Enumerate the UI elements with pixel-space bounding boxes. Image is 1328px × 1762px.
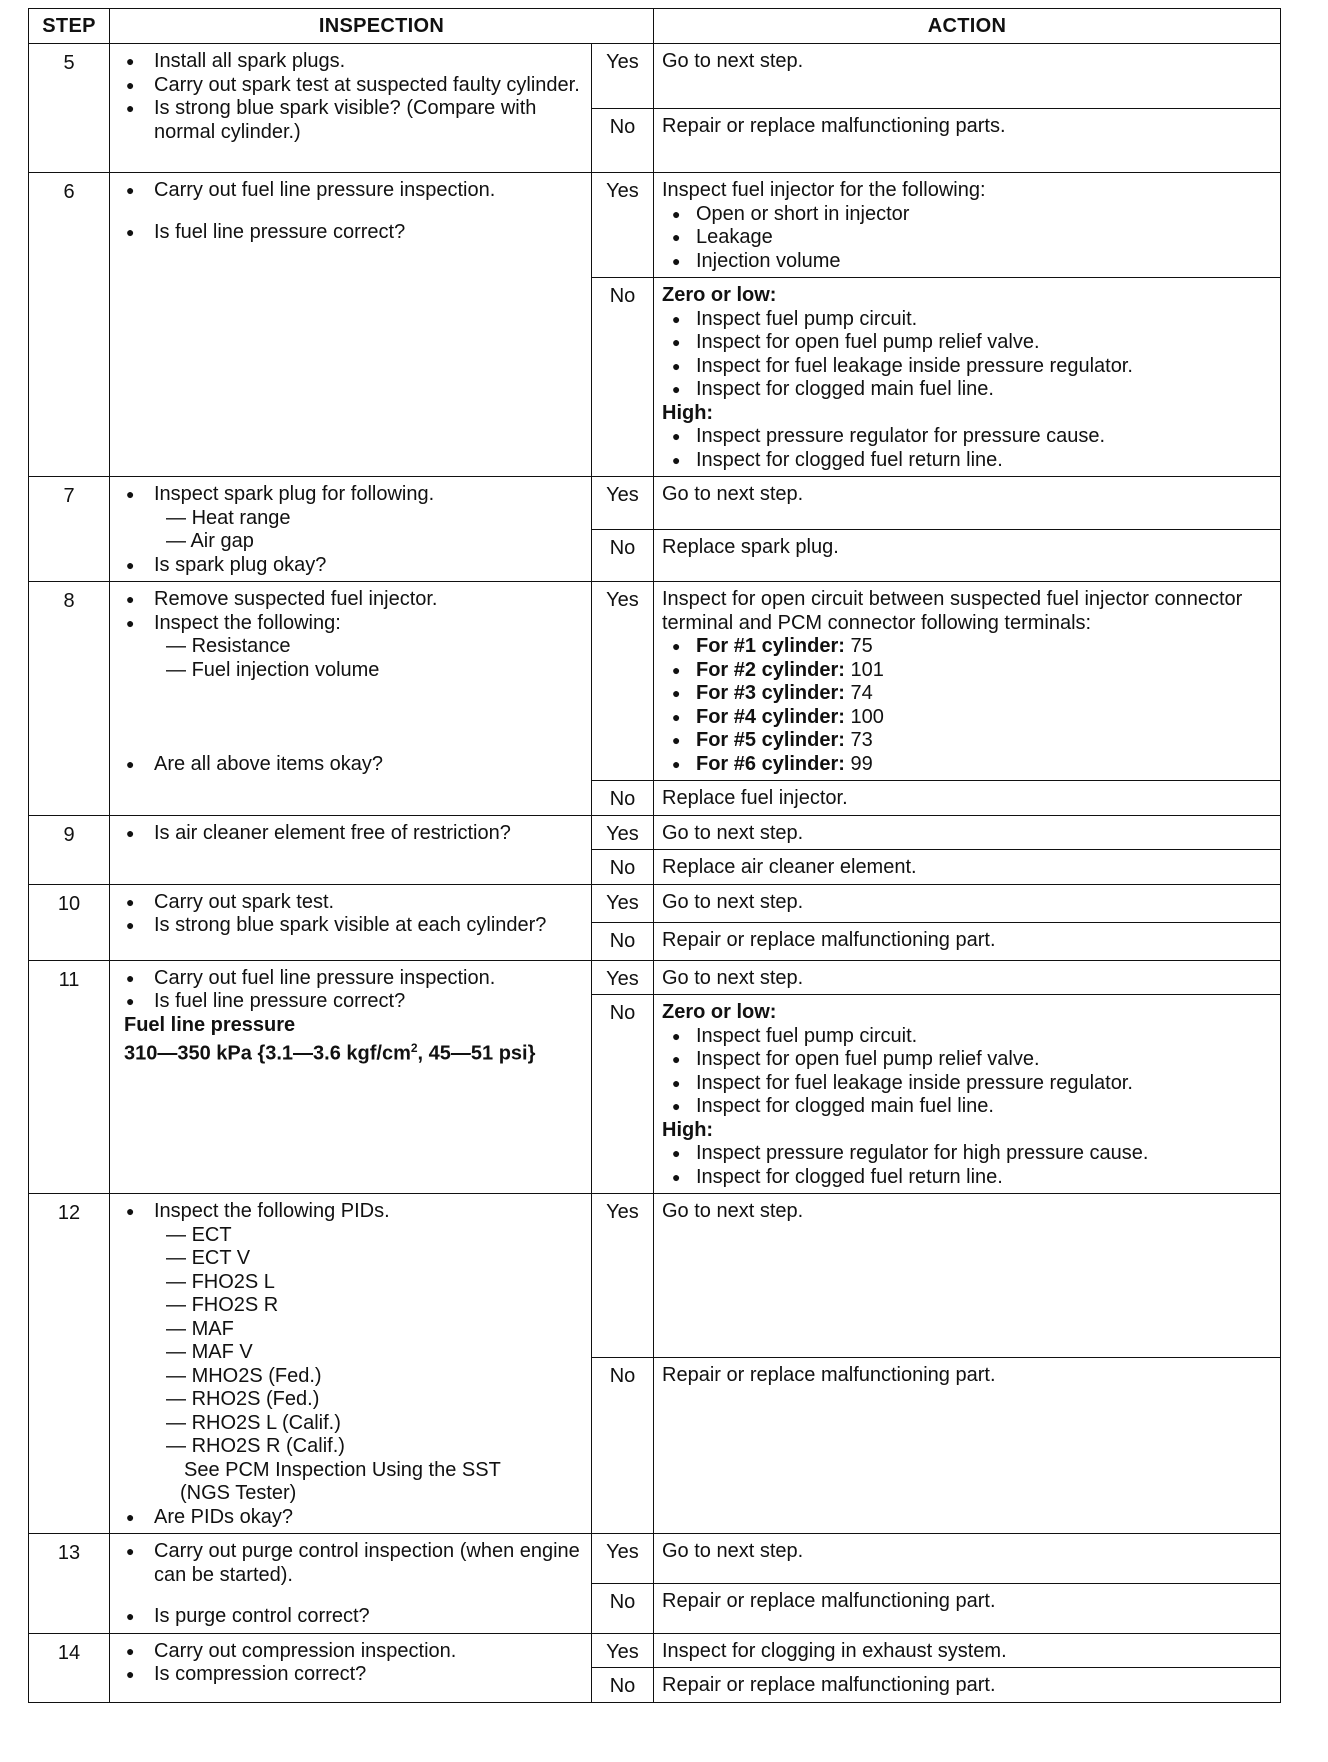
pid-item: — MHO2S (Fed.) bbox=[166, 1364, 322, 1387]
no-label: No bbox=[592, 922, 654, 960]
header-row bbox=[29, 9, 1281, 44]
inspection-subitem: — Fuel injection volume bbox=[166, 658, 380, 681]
inspection-cell bbox=[110, 1633, 592, 1702]
step-number: 6 bbox=[29, 173, 110, 477]
inspection-item: ● Is spark plug okay? bbox=[124, 554, 581, 578]
yes-label: Yes bbox=[592, 1194, 654, 1358]
step-number: 12 bbox=[29, 1194, 110, 1534]
inspection-item: ● Carry out purge control inspection (when engine can be started). bbox=[124, 1540, 581, 1587]
pid-item: — ECT V bbox=[166, 1247, 251, 1269]
pid-item: — FHO2S L bbox=[166, 1270, 275, 1293]
action-intro: Inspect for open circuit between suspected fuel injector connector terminal and PCM connector following terminals: bbox=[662, 588, 1243, 634]
zero-or-low-label: Zero or low: bbox=[662, 1001, 777, 1023]
yes-label: Yes bbox=[592, 884, 654, 922]
action-yes bbox=[654, 582, 1281, 781]
step-number: 7 bbox=[29, 477, 110, 582]
no-label: No bbox=[592, 1358, 654, 1534]
high-label: High: bbox=[662, 401, 714, 424]
terminal-item: ● For #6 cylinder: 99 bbox=[662, 753, 1272, 777]
pid-item: — MAF V bbox=[166, 1341, 253, 1363]
action-yes: Go to next step. bbox=[654, 477, 1281, 530]
step-number: 10 bbox=[29, 884, 110, 960]
no-label: No bbox=[592, 529, 654, 582]
pid-item: — RHO2S R (Calif.) bbox=[166, 1435, 345, 1457]
pid-item: — FHO2S R bbox=[166, 1294, 279, 1316]
table-row bbox=[29, 815, 1281, 850]
inspection-subitem: — Air gap bbox=[166, 530, 254, 552]
high-label: High: bbox=[662, 1118, 714, 1141]
action-no: Repair or replace malfunctioning part. bbox=[654, 1583, 1281, 1633]
terminal-item: ● For #5 cylinder: 73 bbox=[662, 729, 1272, 753]
inspection-cell bbox=[110, 582, 592, 816]
inspection-item: ● Remove suspected fuel injector. bbox=[124, 588, 581, 612]
action-item: ● Inspect for fuel leakage inside pressure regulator. bbox=[662, 1072, 1272, 1096]
action-yes: Go to next step. bbox=[654, 960, 1281, 995]
action-no bbox=[654, 278, 1281, 477]
action-no: Repair or replace malfunctioning part. bbox=[654, 1668, 1281, 1703]
inspection-subitem: — Resistance bbox=[166, 635, 291, 657]
header-action: ACTION bbox=[654, 9, 1281, 44]
action-yes: Go to next step. bbox=[654, 1534, 1281, 1584]
terminal-item: ● For #2 cylinder: 101 bbox=[662, 659, 1272, 683]
inspection-cell bbox=[110, 884, 592, 960]
step-number: 8 bbox=[29, 582, 110, 816]
inspection-cell bbox=[110, 173, 592, 477]
terminal-item: ● For #4 cylinder: 100 bbox=[662, 706, 1272, 730]
action-no: Repair or replace malfunctioning part. bbox=[654, 922, 1281, 960]
inspection-cell bbox=[110, 44, 592, 173]
action-intro: Inspect fuel injector for the following: bbox=[662, 179, 986, 201]
action-item: ● Inspect for clogged fuel return line. bbox=[662, 1166, 1272, 1190]
header-step: STEP bbox=[29, 9, 110, 44]
step-number: 9 bbox=[29, 815, 110, 884]
inspection-item: ● Is strong blue spark visible? (Compare with normal cylinder.) bbox=[124, 97, 581, 144]
action-no: Replace air cleaner element. bbox=[654, 850, 1281, 885]
pid-item: — ECT bbox=[166, 1223, 232, 1246]
troubleshooting-table bbox=[28, 8, 1281, 1703]
inspection-item: ● Carry out fuel line pressure inspection. bbox=[124, 179, 581, 203]
inspection-item: ● Is air cleaner element free of restriction? bbox=[124, 822, 581, 846]
terminal-item: ● For #3 cylinder: 74 bbox=[662, 682, 1272, 706]
table-row bbox=[29, 44, 1281, 109]
action-no: Repair or replace malfunctioning part. bbox=[654, 1358, 1281, 1534]
zero-or-low-label: Zero or low: bbox=[662, 284, 777, 306]
inspection-item: ● Carry out spark test. bbox=[124, 891, 581, 915]
inspection-item: ● Carry out fuel line pressure inspection. bbox=[124, 967, 581, 991]
no-label: No bbox=[592, 1668, 654, 1703]
action-item: ● Inspect pressure regulator for pressure cause. bbox=[662, 425, 1272, 449]
action-no: Repair or replace malfunctioning parts. bbox=[654, 109, 1281, 173]
inspection-cell bbox=[110, 815, 592, 884]
action-item: ● Open or short in injector bbox=[662, 203, 1272, 227]
inspection-item: ● Inspect the following PIDs. bbox=[124, 1200, 581, 1224]
table-row bbox=[29, 1633, 1281, 1668]
yes-label: Yes bbox=[592, 1633, 654, 1668]
inspection-item: ● Are PIDs okay? bbox=[124, 1506, 581, 1530]
terminal-item: ● For #1 cylinder: 75 bbox=[662, 635, 1272, 659]
inspection-item: ● Carry out spark test at suspected faulty cylinder. bbox=[124, 74, 581, 98]
action-item: ● Inspect for open fuel pump relief valve. bbox=[662, 331, 1272, 355]
pid-item: — MAF bbox=[166, 1317, 234, 1340]
yes-label: Yes bbox=[592, 582, 654, 781]
no-label: No bbox=[592, 1583, 654, 1633]
inspection-item: ● Are all above items okay? bbox=[124, 753, 581, 777]
inspection-item: ● Is compression correct? bbox=[124, 1663, 581, 1687]
see-reference: See PCM Inspection Using the SST bbox=[184, 1458, 501, 1481]
step-number: 13 bbox=[29, 1534, 110, 1634]
action-yes: Go to next step. bbox=[654, 884, 1281, 922]
table-row bbox=[29, 884, 1281, 922]
action-yes: Go to next step. bbox=[654, 1194, 1281, 1358]
action-item: ● Leakage bbox=[662, 226, 1272, 250]
inspection-item: ● Is fuel line pressure correct? bbox=[124, 990, 581, 1014]
no-label: No bbox=[592, 109, 654, 173]
action-item: ● Inspect fuel pump circuit. bbox=[662, 1025, 1272, 1049]
step-number: 5 bbox=[29, 44, 110, 173]
pid-item: — RHO2S (Fed.) bbox=[166, 1388, 320, 1410]
table-row bbox=[29, 477, 1281, 530]
action-item: ● Inspect for clogged main fuel line. bbox=[662, 378, 1272, 402]
yes-label: Yes bbox=[592, 173, 654, 278]
header-inspection: INSPECTION bbox=[110, 9, 654, 44]
inspection-item: ● Inspect the following: bbox=[124, 612, 581, 636]
step-number: 14 bbox=[29, 1633, 110, 1702]
table-row bbox=[29, 582, 1281, 781]
inspection-item: ● Inspect spark plug for following. bbox=[124, 483, 581, 507]
inspection-cell bbox=[110, 960, 592, 1194]
see-reference-tool: (NGS Tester) bbox=[180, 1482, 297, 1504]
no-label: No bbox=[592, 995, 654, 1194]
inspection-cell bbox=[110, 1534, 592, 1634]
inspection-item: ● Is fuel line pressure correct? bbox=[124, 221, 581, 245]
spec-value: 310—350 kPa {3.1—3.6 kgf/$cm^2$, 45—51 psi} bbox=[124, 1041, 536, 1065]
inspection-item: ● Install all spark plugs. bbox=[124, 50, 581, 74]
inspection-item: ● Is strong blue spark visible at each cylinder? bbox=[124, 914, 581, 938]
inspection-cell bbox=[110, 1194, 592, 1534]
troubleshooting-table-container bbox=[28, 8, 1280, 1703]
no-label: No bbox=[592, 781, 654, 816]
yes-label: Yes bbox=[592, 960, 654, 995]
action-item: ● Inspect for clogged main fuel line. bbox=[662, 1095, 1272, 1119]
yes-label: Yes bbox=[592, 44, 654, 109]
table-row bbox=[29, 1534, 1281, 1584]
yes-label: Yes bbox=[592, 1534, 654, 1584]
pid-item: — RHO2S L (Calif.) bbox=[166, 1411, 341, 1434]
action-item: ● Inspect fuel pump circuit. bbox=[662, 308, 1272, 332]
action-item: ● Injection volume bbox=[662, 250, 1272, 274]
spec-title: Fuel line pressure bbox=[124, 1013, 296, 1036]
action-yes: Go to next step. bbox=[654, 815, 1281, 850]
inspection-cell bbox=[110, 477, 592, 582]
action-yes bbox=[654, 173, 1281, 278]
action-no: Replace spark plug. bbox=[654, 529, 1281, 582]
yes-label: Yes bbox=[592, 815, 654, 850]
table-row bbox=[29, 173, 1281, 278]
table-row bbox=[29, 1194, 1281, 1358]
inspection-subitem: — Heat range bbox=[166, 506, 291, 529]
inspection-item: ● Is purge control correct? bbox=[124, 1605, 581, 1629]
table-row bbox=[29, 960, 1281, 995]
action-item: ● Inspect pressure regulator for high pressure cause. bbox=[662, 1142, 1272, 1166]
inspection-item: ● Carry out compression inspection. bbox=[124, 1640, 581, 1664]
action-yes: Go to next step. bbox=[654, 44, 1281, 109]
action-no: Replace fuel injector. bbox=[654, 781, 1281, 816]
action-item: ● Inspect for clogged fuel return line. bbox=[662, 449, 1272, 473]
yes-label: Yes bbox=[592, 477, 654, 530]
action-yes: Inspect for clogging in exhaust system. bbox=[654, 1633, 1281, 1668]
action-item: ● Inspect for fuel leakage inside pressure regulator. bbox=[662, 355, 1272, 379]
no-label: No bbox=[592, 850, 654, 885]
no-label: No bbox=[592, 278, 654, 477]
step-number: 11 bbox=[29, 960, 110, 1194]
action-no bbox=[654, 995, 1281, 1194]
action-item: ● Inspect for open fuel pump relief valve. bbox=[662, 1048, 1272, 1072]
